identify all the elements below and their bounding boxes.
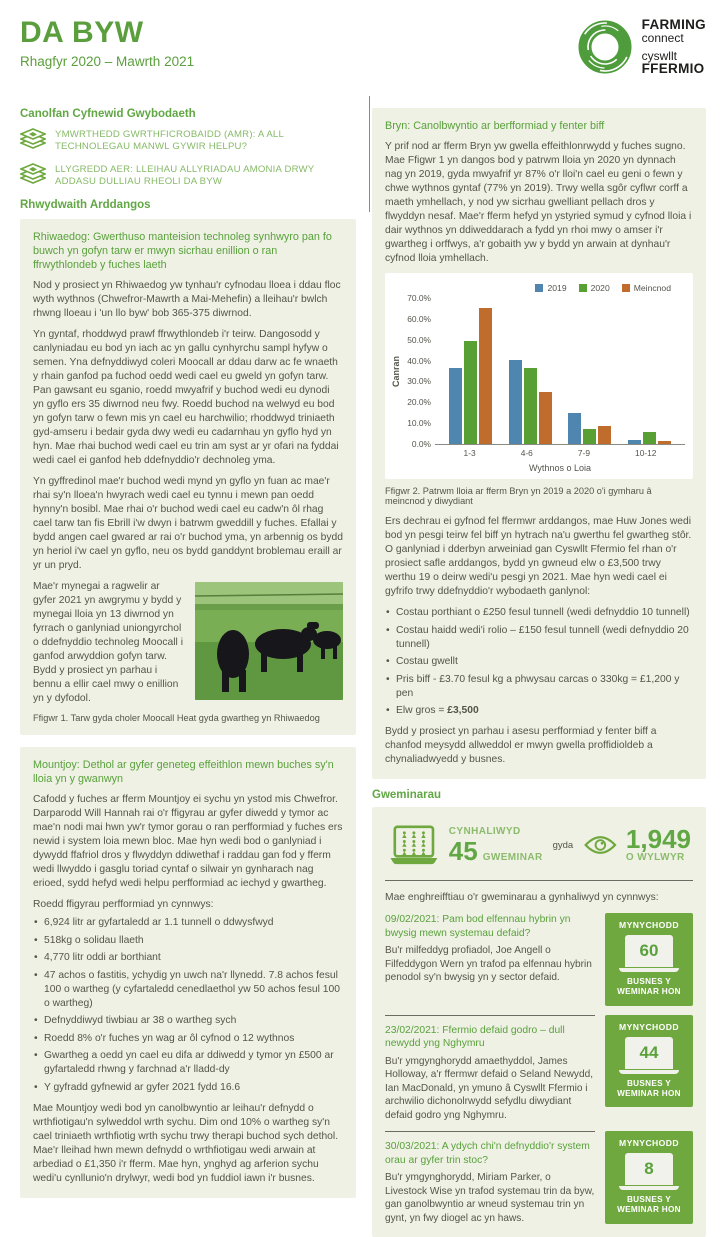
y-tick-label: 0.0%: [411, 438, 431, 449]
paragraph: Mae Mountjoy wedi bod yn canolbwyntio ar leihau'r defnydd o wrthfiotigau'n sylweddol wrth sychu. Dim ond 10% o wartheg sy'n cael triniaeth wrthfiotig wrth sychu trwy therapi buchod sych dethol. Mae'r lleihad hwn mewn defnydd o wrthfiotigau wedi arwain at arbediad o £1,350 i'r fferm. Mae hyn, ynghyd ag arferion sychu wedi'u cynllunio'n drylwyr, wedi bod yn fuddiol iawn i'r busnes.: [33, 1102, 339, 1184]
bar-Meincnod: [479, 308, 492, 445]
webinars-box: [372, 807, 706, 1237]
calving-pattern-chart: [385, 273, 693, 479]
mountjoy-article: [20, 747, 356, 1198]
performance-figures-list: [33, 916, 343, 1095]
badge-laptop-icon: [625, 1153, 673, 1185]
list-item: • Costau gwellt: [385, 655, 693, 669]
y-tick-label: 30.0%: [407, 376, 431, 387]
figure1-caption: Ffigwr 1. Tarw gyda choler Moocall Heat gyda gwartheg yn Rhiwaedog: [33, 712, 320, 723]
chart-y-axis-label: Canran: [391, 355, 401, 387]
bar-Meincnod: [598, 426, 611, 444]
laptop-attendees-icon: [387, 822, 441, 868]
chart-plot-area: [435, 297, 685, 445]
badge-businesses-label: BUSNES Y WEMINAR HON: [617, 1078, 681, 1098]
bar-2019: [509, 360, 522, 444]
with-word: gyda: [552, 839, 574, 851]
beef-costs-list: [385, 606, 693, 718]
x-tick-label: 7-9: [577, 448, 590, 459]
farming-connect-logo: [576, 18, 706, 77]
bar-2020: [524, 368, 537, 444]
article-title: Mountjoy: Dethol ar gyfer geneteg effeithlon mewn buches sy'n lloia yn y gwanwyn: [33, 758, 334, 785]
page-title: DA BYW: [20, 16, 144, 49]
legend-swatch: [535, 284, 543, 292]
bar-group: [628, 297, 671, 444]
webinar-item: [385, 1131, 693, 1225]
badge-laptop-icon: [625, 935, 673, 967]
badge-attended-label: MYNYCHODD: [619, 1138, 679, 1149]
list-item: • Y gyfradd gyfnewid ar gyfer 2021 fydd 16.6: [33, 1081, 343, 1095]
list-item: • Roedd 8% o'r fuches yn wag ar ôl cyfnod o 12 wythnos: [33, 1032, 343, 1046]
farming-connect-swirl-icon: [576, 18, 634, 76]
bar-2020: [464, 341, 477, 444]
left-column: [20, 108, 356, 1237]
legend-item: Meincnod: [622, 283, 671, 293]
paragraph: Yn gyffredinol mae'r buchod wedi mynd yn gyflo yn fuan ac mae'r rhai sy'n lloea'n hwyrach wedi cael eu tynnu i mewn pan oedd hynny'n bosibl. Mae rhai o'r buchod wedi cael eu cadw'n ôl rhag cael tarw tan fis Ebrill i'w dwyn i batrwm gweddill y fuches. Efallai y bydd angen cael gwared ar rai o'r buchod yma, yn arbennig os bydd yn heriol i'w cael yn gyflo, neu os bydd ganddynt broblemau eraill ar yr un pryd.: [33, 475, 343, 571]
list-item: • Defnyddiwyd tiwbiau ar 38 o wartheg sych: [33, 1014, 343, 1028]
legend-item: 2019: [535, 283, 566, 293]
viewers-count: 1,949: [625, 824, 691, 855]
list-intro: Roedd ffigyrau perfformiad yn cynnwys:: [33, 899, 214, 911]
article-title: Rhiwaedog: Gwerthuso manteision technoleg synhwyro pan fo buwch yn gofyn tarw er mwyn sicrhau enillion o ran ffrwythlondeb y fuches laeth: [33, 230, 332, 271]
webinar-stats-row: [385, 818, 693, 881]
bar-2019: [449, 368, 462, 444]
ke-link-label[interactable]: LLYGREDD AER: LLEIHAU ALLYRIADAU AMONIA DRWY ADDASU DULLIAU RHEOLI DA BYW: [55, 163, 315, 188]
logo-line-ffermio: FFERMIO: [641, 61, 705, 77]
y-tick-label: 70.0%: [407, 293, 431, 304]
gross-profit-value: £3,500: [447, 705, 479, 717]
held-label: CYNHALIWYD: [448, 826, 521, 838]
legend-swatch: [579, 284, 587, 292]
list-item: • Pris biff - £3.70 fesul kg a phwysau carcas o 330kg = £1,200 y pen: [385, 673, 693, 701]
logo-text: [642, 18, 706, 77]
webinar-description: Bu'r ymgynghorydd amaethyddol, James Holloway, a'r ffermwr defaid o Seland Newydd, Ian MacDonald, yn ymuno â Cyswllt Ffermio i archwilio dichonolrwydd sefydlu diwydiant defaid godro yng Nghymru.: [385, 1055, 594, 1121]
webinar-item: [385, 1015, 693, 1122]
paragraph: Mae'r mynegai a ragwelir ar gyfer 2021 yn awgrymu y bydd y mynegai lloia yn 13 diwrnod yn fyrrach o ganlyniad uniongyrchol o ddefnyddio technoleg Moocall i ganfod arwyddion gofyn tarw. Bydd y prosiect yn parhau i bennu a ellir cael mwy o enillion yn y dyfodol.: [33, 580, 183, 704]
paragraph: Yn gyntaf, rhoddwyd prawf ffrwythlondeb i'r teirw. Dangosodd y canlyniadau eu bod yn iach ac yn gallu cynhyrchu sampl hyfyw o semen. Yna defnyddiwyd coleri Moocall ar ddau darw ac fe wnaeth y rhain ganfod pa fuchod oedd wedi cael eu gweld yn gofyn tarw. Pan gawsant eu sganio, roedd mwyafrif y buchod wedi eu dynodi yn gyflo ers 35 diwrnod neu fwy. Roedd buchod na welwyd eu bod yn gofyn tarw o fewn mis yn cael eu harchwilio; rhoddwyd triniaeth gyd-amseru i bedair gyda dwy wedi eu cadarnhau yn gyflo hyd yn hyn. Mae rhai buchod wedi cael eu trin am syst ar yr ofari na fyddai wedi cael ei ganfod heb ddefnyddio'r dechnoleg yma.: [33, 328, 339, 466]
webinar-count: 45: [448, 836, 478, 867]
chart-x-axis-label: Wythnos o Loia: [529, 463, 591, 474]
figure2-caption: Ffigwr 2. Patrwm lloia ar fferm Bryn yn 2019 a 2020 o'i gymharu â meincnod y diwydiant: [385, 486, 652, 507]
list-item: • 518kg o solidau llaeth: [33, 934, 343, 948]
badge-laptop-icon: [625, 1037, 673, 1069]
webinar-description: Bu'r milfeddyg profiadol, Joe Angell o Filfeddygon Wern yn trafod pa elfennau hybrin penodol sy'n bwysig yn y sector defaid.: [385, 945, 592, 984]
right-column: [372, 108, 706, 1237]
webinar-item: [385, 913, 693, 1006]
attendee-count: 60: [639, 941, 659, 961]
bar-Meincnod: [658, 441, 671, 444]
attendance-badge: [605, 1131, 693, 1224]
bar-group: [509, 297, 552, 444]
paragraph: Nod y prosiect yn Rhiwaedog yw tynhau'r cyfnodau lloea i ddau floc wyth wythnos (Chwefror-Mawrth a Mai-Mehefin) a lleihau'r bwlch rhwng lloeau i 'un llo byw' bob 365-375 diwrnod.: [33, 279, 341, 319]
chart-x-ticks: [435, 445, 685, 458]
list-item-gross-profit: • Elw gros = £3,500: [385, 704, 693, 718]
badge-businesses-label: BUSNES Y WEMINAR HON: [617, 1195, 681, 1215]
badge-businesses-label: BUSNES Y WEMINAR HON: [617, 977, 681, 997]
list-item: • 4,770 litr oddi ar borthiant: [33, 951, 343, 965]
bar-Meincnod: [539, 392, 552, 445]
header: [20, 16, 706, 94]
legend-swatch: [622, 284, 630, 292]
chart-y-ticks: [401, 293, 435, 449]
attendance-badge: [605, 1015, 693, 1108]
logo-line-cyswllt: cyswllt: [641, 48, 677, 63]
bar-group: [568, 297, 611, 444]
paragraph: Ers dechrau ei gyfnod fel ffermwr arddangos, mae Huw Jones wedi bod yn pesgi teirw fel biff yn hytrach na'u gwerthu fel gwartheg stôr. O ganlyniad i dderbyn arweiniad gan Cyswllt Ffermio fel rhan o'r prosiect safle arddangos, bydd yn gwneud elw o £3,500 trwy werthu 19 o deirw wedi'u pesgi yn 2021. Mae hyn wedi cael ei gyfrifo trwy ddefnyddio'r wybodaeth ganlynol:: [385, 516, 692, 598]
ke-link-amr[interactable]: [20, 128, 356, 154]
column-divider: [369, 96, 370, 212]
webinar-title-link[interactable]: 09/02/2021: Pam bod elfennau hybrin yn bwysig mewn systemau defaid?: [385, 914, 571, 939]
list-item: • Costau haidd wedi'i rolio – £150 fesul tunnell (wedi defnyddio 20 tunnell): [385, 624, 693, 652]
webinar-description: Bu'r ymgynghorydd, Miriam Parker, o Livestock Wise yn trafod systemau trin da byw, gan ganolbwyntio ar wneud systemau trin yn gynt, yn fwy diogel ac yn haws.: [385, 1172, 595, 1224]
legend-item: 2020: [579, 283, 610, 293]
x-tick-label: 10-12: [635, 448, 657, 459]
ke-link-label[interactable]: YMWRTHEDD GWRTHFICROBAIDD (AMR): A ALL TECHNOLEGAU MANWL GYWIR HELPU?: [55, 129, 284, 153]
demo-network-heading: Rhwydwaith Arddangos: [20, 198, 151, 211]
attendee-count: 44: [639, 1042, 659, 1062]
masthead: [20, 16, 194, 69]
logo-line-farming: FARMING: [641, 17, 706, 32]
list-item: • 47 achos o fastitis, ychydig yn uwch na'r llynedd. 7.8 achos fesul 100 o wartheg (y cyfartaledd cenedlaethol yw 50 achos fesul 100 o wartheg): [33, 969, 343, 1011]
bar-2020: [643, 432, 656, 444]
figure1-cattle-photo: [195, 582, 343, 700]
ke-link-air-pollution[interactable]: [20, 163, 356, 189]
knowledge-exchange-heading: Canolfan Cyfnewid Gwybodaeth: [20, 108, 196, 120]
webinars-heading: Gweminarau: [372, 789, 442, 802]
stacked-articles-icon: [20, 163, 46, 187]
chart-legend: [391, 283, 685, 293]
paragraph: Y prif nod ar fferm Bryn yw gwella effeithlonrwydd y fuches sugno. Mae Ffigwr 1 yn dangos bod y patrwm lloia yn 2020 yn dynnach nag yn 2019, gyda mwyafrif yr 87% o'r lloi'n cael eu geni o fewn y chwe wythnos gyntaf (77% yn 2019). Trwy wella sgôr cyflwr corff a maeth ymhellach, y nod yw sicrhau gwelliant pellach dros y flwyddyn nesaf. Mae'r fferm hefyd yn ystyried symud y cyfnod lloia i dair wythnos yn ddiweddarach a fydd yn rhoi mwy o amser i'r gwartheg i orffwys, a'r gobaith yw y bydd yn arwain at dynhau'r cyfnod lloia ymhellach.: [385, 141, 692, 265]
webinars-held-stat: [448, 826, 543, 867]
page-subtitle: Rhagfyr 2020 – Mawrth 2021: [20, 54, 195, 69]
bar-2020: [583, 429, 596, 444]
webinar-title-link[interactable]: 23/02/2021: Ffermio defaid godro – dull newydd yng Nghymru: [385, 1024, 565, 1050]
list-item: • Costau porthiant o £250 fesul tunnell (wedi defnyddio 10 tunnell): [385, 606, 693, 620]
attendee-count: 8: [644, 1159, 654, 1179]
attendance-badge: [605, 913, 693, 1006]
bryn-article: [372, 108, 706, 779]
badge-attended-label: MYNYCHODD: [619, 1021, 679, 1032]
bar-group: [449, 297, 492, 444]
bar-2019: [628, 440, 641, 444]
paragraph: Cafodd y fuches ar fferm Mountjoy ei sychu yn ystod mis Chwefror. Darparodd Will Hannah rai o'r ffigyrau ar gyfer diwedd y tymor ac mae'n nodi mai hwn yw'r tymor gorau o ran perfformiad y fuches ers newid i system loia mewn bloc. Mae hyn wedi bod o ganlyniad i dywydd ffafriol dros y flwyddyn ddiwethaf i raddau gan fod y fferm wedi llwyddo i gasglu toriad cyntaf o silwair yn gynharach nag erioed, sydd hefyd wedi helpu perfformiad ac iechyd y gwartheg.: [33, 794, 343, 890]
bar-2019: [568, 413, 581, 445]
y-tick-label: 50.0%: [407, 334, 431, 345]
y-tick-label: 10.0%: [407, 418, 431, 429]
y-tick-label: 40.0%: [407, 355, 431, 366]
x-tick-label: 1-3: [463, 448, 476, 459]
y-tick-label: 20.0%: [407, 397, 431, 408]
webinar-intro: Mae enghreifftiau o'r gweminarau a gynhaliwyd yn cynnwys:: [385, 892, 659, 904]
paragraph: Bydd y prosiect yn parhau i asesu perfformiad y fenter biff a chanfod meysydd allweddol er mwyn gwella proffidioldeb a chynaliadwyedd y busnes.: [385, 726, 657, 766]
webinar-unit: GWEMINAR: [482, 852, 543, 864]
article-title: Bryn: Canolbwyntio ar berfformiad y fenter biff: [385, 120, 605, 132]
list-item: • Gwartheg a oedd yn cael eu difa ar ddiwedd y tymor yn £500 ar gyfartaledd rhwng y farchnad a'r lladd-dy: [33, 1049, 343, 1077]
eye-icon: [583, 832, 618, 858]
viewers-stat: [626, 826, 691, 864]
webinar-title-link[interactable]: 30/03/2021: A ydych chi'n defnyddio'r system orau ar gyfer trin stoc?: [385, 1141, 590, 1166]
logo-line-connect: connect: [641, 31, 684, 46]
viewers-label: O WYLWYR: [625, 852, 685, 864]
rhiwaedog-article: [20, 219, 356, 735]
list-item: • 6,924 litr ar gyfartaledd ar 1.1 tunnell o ddwysfwyd: [33, 916, 343, 930]
stacked-articles-icon: [20, 128, 46, 152]
badge-attended-label: MYNYCHODD: [619, 920, 679, 931]
y-tick-label: 60.0%: [407, 313, 431, 324]
x-tick-label: 4-6: [520, 448, 533, 459]
